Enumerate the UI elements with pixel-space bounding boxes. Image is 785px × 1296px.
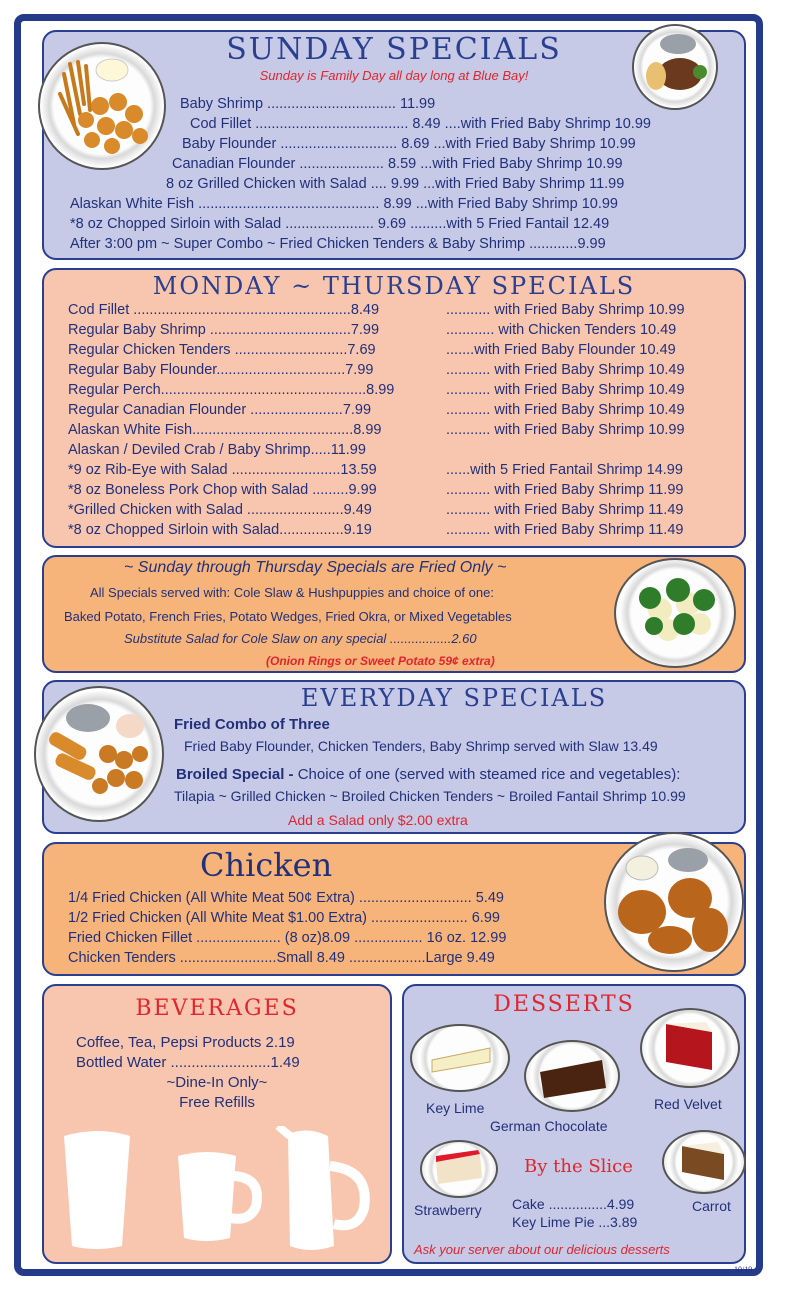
menu-item: Alaskan / Deviled Crab / Baby Shrimp.....11.99: [68, 442, 366, 458]
everyday-title: EVERYDAY SPECIALS: [300, 684, 608, 712]
menu-item: Fried Chicken Fillet ..................... (8 oz)8.09 ................. 16 oz. 12.99: [68, 930, 507, 946]
by-the-slice-heading: By the Slice: [524, 1156, 633, 1177]
menu-item: Regular Perch...................................................8.99: [68, 382, 395, 398]
dine-in-note: ~Dine-In Only~: [166, 1074, 268, 1091]
menu-item-addon: ........... with Fried Baby Shrimp 11.49: [446, 522, 684, 538]
fried-shrimp-plate-image: [38, 42, 166, 170]
menu-item: Alaskan White Fish ............................................. 8.99 ...with Fried Baby Shrimp 10.99: [70, 196, 618, 212]
menu-item-addon: .......with Fried Baby Flounder 10.49: [446, 342, 676, 358]
dessert-label: German Chocolate: [490, 1118, 608, 1134]
menu-item: Regular Baby Shrimp ...................................7.99: [68, 322, 380, 338]
menu-item: 1/2 Fried Chicken (All White Meat $1.00 Extra) ........................ 6.99: [68, 910, 500, 926]
menu-item-addon: ............ with Chicken Tenders 10.49: [446, 322, 677, 338]
sides-heading: ~ Sunday through Thursday Specials are Fried Only ~: [124, 559, 507, 576]
menu-item: Regular Chicken Tenders ............................7.69: [68, 342, 376, 358]
menu-item-addon: ........... with Fried Baby Shrimp 10.49: [446, 402, 685, 418]
strawberry-cake-image: [420, 1140, 498, 1198]
beverages-title: BEVERAGES: [135, 996, 299, 1021]
sunday-subtitle: Sunday is Family Day all day long at Blue Bay!: [259, 68, 529, 83]
menu-item-addon: ........... with Fried Baby Shrimp 10.49: [446, 362, 685, 378]
broiled-line: [176, 766, 680, 783]
menu-item: Regular Baby Flounder................................7.99: [68, 362, 374, 378]
menu-item-addon: ........... with Fried Baby Shrimp 10.99: [446, 302, 685, 318]
sides-line: Baked Potato, French Fries, Potato Wedges, Fried Okra, or Mixed Vegetables: [64, 609, 512, 624]
menu-item: After 3:00 pm ~ Super Combo ~ Fried Chicken Tenders & Baby Shrimp ............9.99: [70, 236, 606, 252]
menu-item: Chicken Tenders ........................Small 8.49 ...................Large 9.49: [68, 950, 495, 966]
sunday-title: SUNDAY SPECIALS: [226, 32, 562, 67]
red-velvet-cake-image: [640, 1008, 740, 1088]
menu-item: Regular Canadian Flounder .......................7.99: [68, 402, 372, 418]
desserts-title: DESSERTS: [493, 992, 635, 1017]
german-chocolate-cake-image: [524, 1040, 620, 1112]
carrot-cake-image: [662, 1130, 746, 1194]
sides-line: All Specials served with: Cole Slaw & Hushpuppies and choice of one:: [90, 585, 494, 600]
menu-item: Cod Fillet ...................................... 8.49 ....with Fried Baby Shrimp 10.99: [190, 116, 651, 132]
ask-server-note: Ask your server about our delicious desserts: [414, 1242, 670, 1257]
beverages-panel: [42, 984, 392, 1264]
dessert-label: Red Velvet: [654, 1096, 722, 1112]
menu-item: Alaskan White Fish........................................8.99: [68, 422, 382, 438]
broiled-name: Broiled Special -: [176, 766, 294, 783]
chicken-title: Chicken: [200, 846, 333, 884]
dessert-label: Key Lime: [426, 1100, 485, 1116]
fried-chicken-plate-image: [604, 832, 744, 972]
menu-item: 1/4 Fried Chicken (All White Meat 50¢ Extra) ............................ 5.49: [68, 890, 504, 906]
menu-item: *8 oz Chopped Sirloin with Salad................9.19: [68, 522, 372, 538]
menu-item: *9 oz Rib-Eye with Salad ...........................13.59: [68, 462, 377, 478]
steak-plate-image: [632, 24, 718, 110]
key-lime-pie-image: [410, 1024, 510, 1092]
cake-price: Cake ...............4.99: [512, 1196, 635, 1212]
beverage-item: Coffee, Tea, Pepsi Products 2.19: [76, 1034, 295, 1051]
menu-item: Baby Flounder ............................. 8.69 ...with Fried Baby Shrimp 10.99: [182, 136, 636, 152]
menu-item: *Grilled Chicken with Salad ........................9.49: [68, 502, 372, 518]
menu-item: Baby Shrimp ................................ 11.99: [180, 96, 436, 112]
combo-desc: Fried Baby Flounder, Chicken Tenders, Baby Shrimp served with Slaw 13.49: [184, 738, 658, 754]
menu-item-addon: ........... with Fried Baby Shrimp 11.49: [446, 502, 684, 518]
pie-price: Key Lime Pie ...3.89: [512, 1214, 638, 1230]
menu-code: 10/19: [734, 1265, 753, 1274]
sides-line: Substitute Salad for Cole Slaw on any special .................2.60: [124, 631, 477, 646]
menu-item-addon: ........... with Fried Baby Shrimp 10.49: [446, 382, 685, 398]
menu-item: 8 oz Grilled Chicken with Salad .... 9.99 ...with Fried Baby Shrimp 11.99: [166, 176, 625, 192]
menu-item: *8 oz Boneless Pork Chop with Salad .........9.99: [68, 482, 377, 498]
sides-line: (Onion Rings or Sweet Potato 59¢ extra): [266, 654, 495, 668]
fried-combo-plate-image: [34, 686, 164, 822]
monday-title: MONDAY ~ THURSDAY SPECIALS: [152, 272, 636, 300]
cups-icon: [58, 1126, 378, 1256]
vegetables-plate-image: [614, 558, 736, 668]
dessert-label: Carrot: [692, 1198, 731, 1214]
broiled-note: Choice of one (served with steamed rice and vegetables):: [293, 766, 681, 783]
add-salad-note: Add a Salad only $2.00 extra: [288, 812, 468, 828]
menu-item-addon: ........... with Fried Baby Shrimp 11.99: [446, 482, 684, 498]
dessert-label: Strawberry: [414, 1202, 482, 1218]
menu-item-addon: ........... with Fried Baby Shrimp 10.99: [446, 422, 685, 438]
free-refills-note: Free Refills: [179, 1094, 255, 1111]
menu-item: Cod Fillet ......................................................8.49: [68, 302, 380, 318]
broiled-desc: Tilapia ~ Grilled Chicken ~ Broiled Chicken Tenders ~ Broiled Fantail Shrimp 10.99: [174, 788, 686, 804]
menu-item: Canadian Flounder ..................... 8.59 ...with Fried Baby Shrimp 10.99: [172, 156, 623, 172]
menu-item-addon: ......with 5 Fried Fantail Shrimp 14.99: [446, 462, 683, 478]
combo-name: Fried Combo of Three: [174, 716, 330, 733]
beverage-item: Bottled Water ........................1.49: [76, 1054, 300, 1071]
menu-item: *8 oz Chopped Sirloin with Salad ...................... 9.69 .........with 5 Fried Fantail 12.49: [70, 216, 610, 232]
